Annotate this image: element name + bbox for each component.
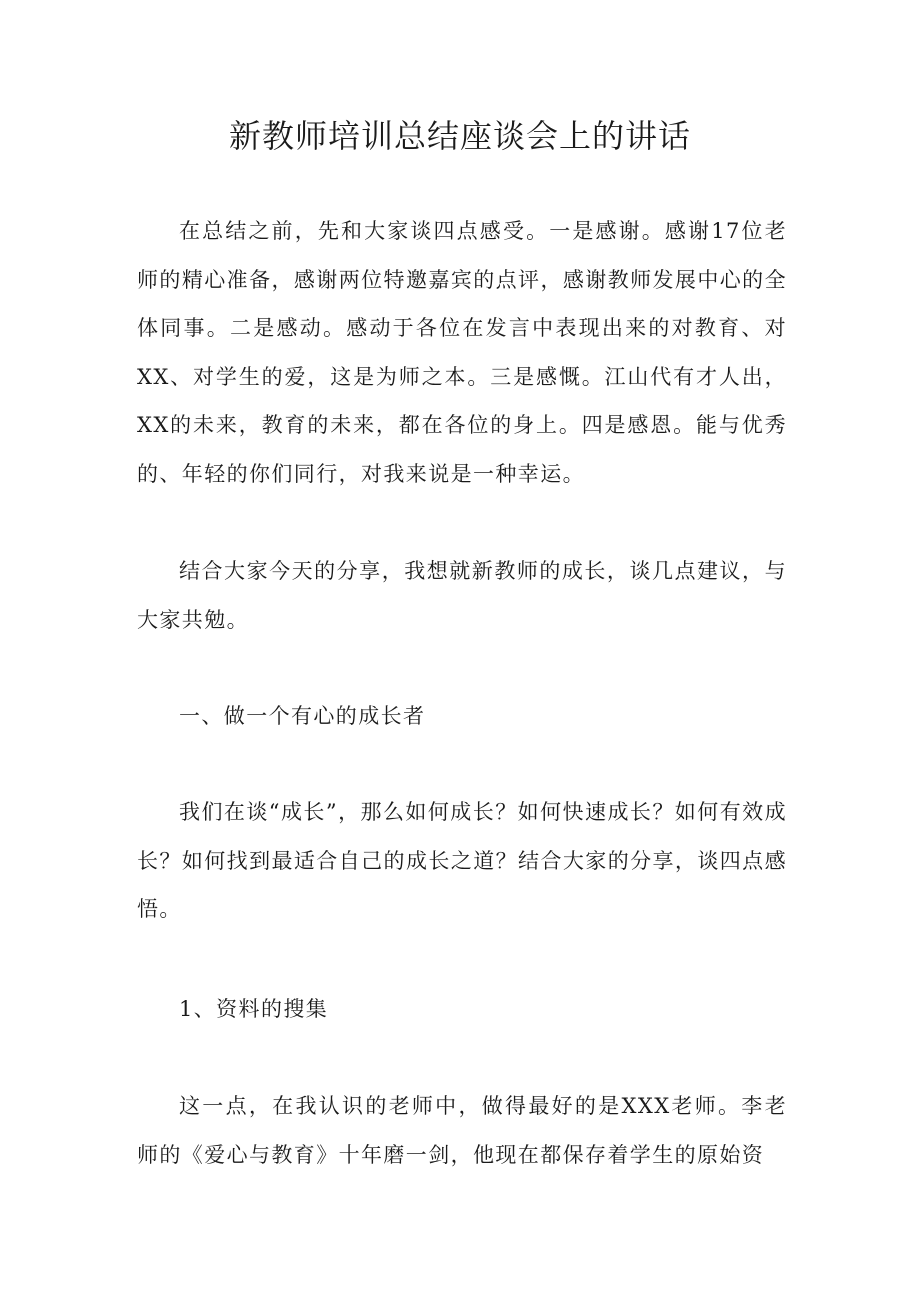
section-heading-1: 一、做一个有心的成长者 xyxy=(179,704,426,728)
paragraph-opening-feelings: 在总结之前，先和大家谈四点感受。一是感谢。感谢17位老师的精心准备，感谢两位特邀嘉宾的点评，感谢教师发展中心的全体同事。二是感动。感动于各位在发言中表现出来的对教育、对XX、对学生的爱，这是为师之本。三是感慨。江山代有才人出，XX的未来，教育的未来，都在各位的身上。四是感恩。能与优秀的、年轻的你们同行，对我来说是一种幸运。 xyxy=(137,219,787,486)
paragraph-growth-questions: 我们在谈“成长”，那么如何成长？如何快速成长？如何有效成长？如何找到最适合自己的成长之道？结合大家的分享，谈四点感悟。 xyxy=(137,800,787,922)
paragraph-suggestions-intro: 结合大家今天的分享，我想就新教师的成长，谈几点建议，与大家共勉。 xyxy=(137,559,787,632)
paragraph-material-collection: 这一点，在我认识的老师中，做得最好的是XXX老师。李老师的《爱心与教育》十年磨一剑，他现在都保存着学生的原始资 xyxy=(137,1094,787,1167)
document-title: 新教师培训总结座谈会上的讲话 xyxy=(228,117,691,155)
subsection-heading-1: 1、资料的搜集 xyxy=(179,997,329,1021)
